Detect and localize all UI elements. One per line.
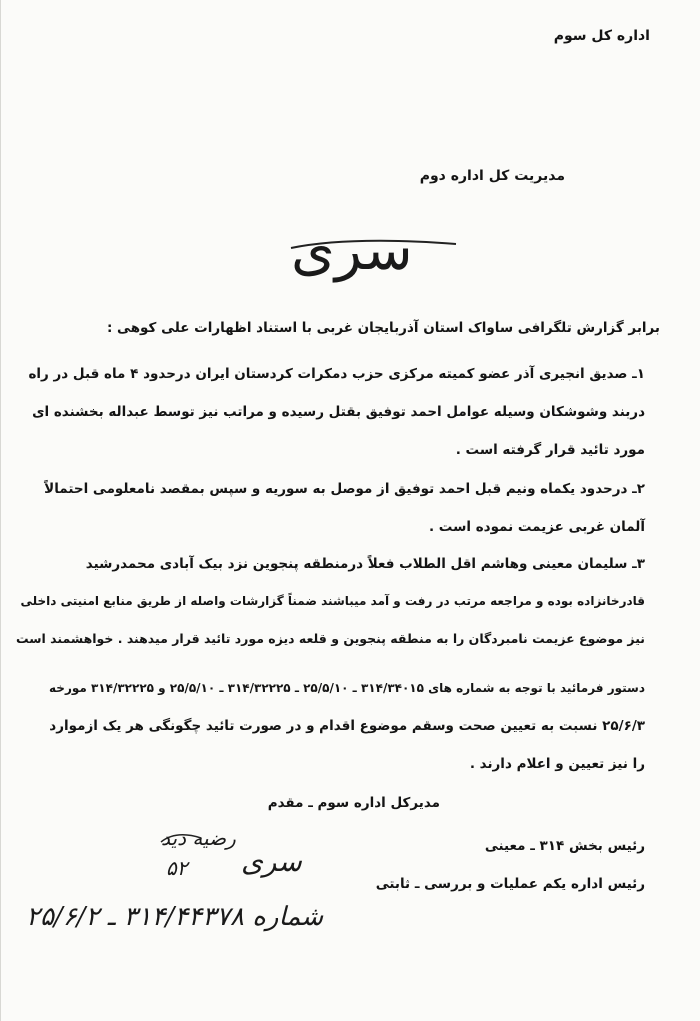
body-line: دستور فرمائید با توجه به شماره های ۳۱۴/۳۴۰۱۵ ـ ۲۵/۵/۱۰ ـ ۳۱۴/۳۲۲۲۵ ـ ۲۵/۵/۱۰ و ۳۱۴/۳۲۲۲۵ مورخه (49, 681, 645, 695)
closing-line: مدیرکل اداره سوم ـ مقدم (267, 795, 440, 811)
classification-mark: سری (291, 218, 413, 283)
handwritten-secret-mark: سری (241, 845, 302, 878)
handwritten-date: ۵۲ (166, 856, 188, 880)
body-line: نیز موضوع عزیمت نامبردگان را به منطقه پنجوین و قلعه دیزه مورد تائید قرار میدهند . خواهشمند است (15, 631, 645, 646)
body-line: دربند وشوشکان وسیله عوامل احمد توفیق بقتل رسیده و مراتب نیز توسط عبداله بخشنده ای (32, 404, 645, 420)
recipient: مدیریت کل اداره دوم (419, 168, 565, 184)
body-line: آلمان غربی عزیمت نموده است . (428, 519, 645, 535)
body-line: برابر گزارش تلگرافی ساواک استان آذربایجان غربی با استناد اظهارات علی کوهی : (106, 320, 660, 336)
body-line: ۲ـ درحدود یکماه ونیم قبل احمد توفیق از موصل به سوریه و سپس بمقصد نامعلومی احتمالاً (44, 481, 645, 497)
ink-strokes (1, 0, 700, 1021)
body-line: ۳ـ سلیمان معینی وهاشم اقل الطلاب فعلاً درمنطقه پنجوین نزد بیک آبادی محمدرشید (85, 556, 645, 572)
body-line: مورد تائید قرار گرفته است . (455, 442, 645, 458)
handwritten-initials: رضیه دید (161, 826, 236, 850)
body-line: را نیز تعیین و اعلام دارند . (469, 756, 645, 772)
body-line: ۱ـ صدیق انجیری آذر عضو کمیته مرکزی حزب دمکرات کردستان ایران درحدود ۴ ماه قبل در راه (28, 366, 645, 382)
signatory-line: رئیس اداره یکم عملیات و بررسی ـ ثابتی (375, 876, 645, 892)
body-line: قادرخانزاده بوده و مراجعه مرتب در رفت و آمد میباشند ضمناً گزارشات واصله از طریق منابع امنیتی داخلی (20, 594, 645, 608)
signatory-line: رئیس بخش ۳۱۴ ـ معینی (484, 838, 645, 854)
handwritten-register-number: شماره ۳۱۴/۴۴۳۷۸ ـ ۲۵/۶/۲ (26, 902, 324, 932)
body-line: ۲۵/۶/۳ نسبت به تعیین صحت وسقم موضوع اقدام و در صورت تائید چگونگی هر یک ازموارد (49, 718, 645, 734)
issuing-office: اداره کل سوم (553, 28, 650, 44)
